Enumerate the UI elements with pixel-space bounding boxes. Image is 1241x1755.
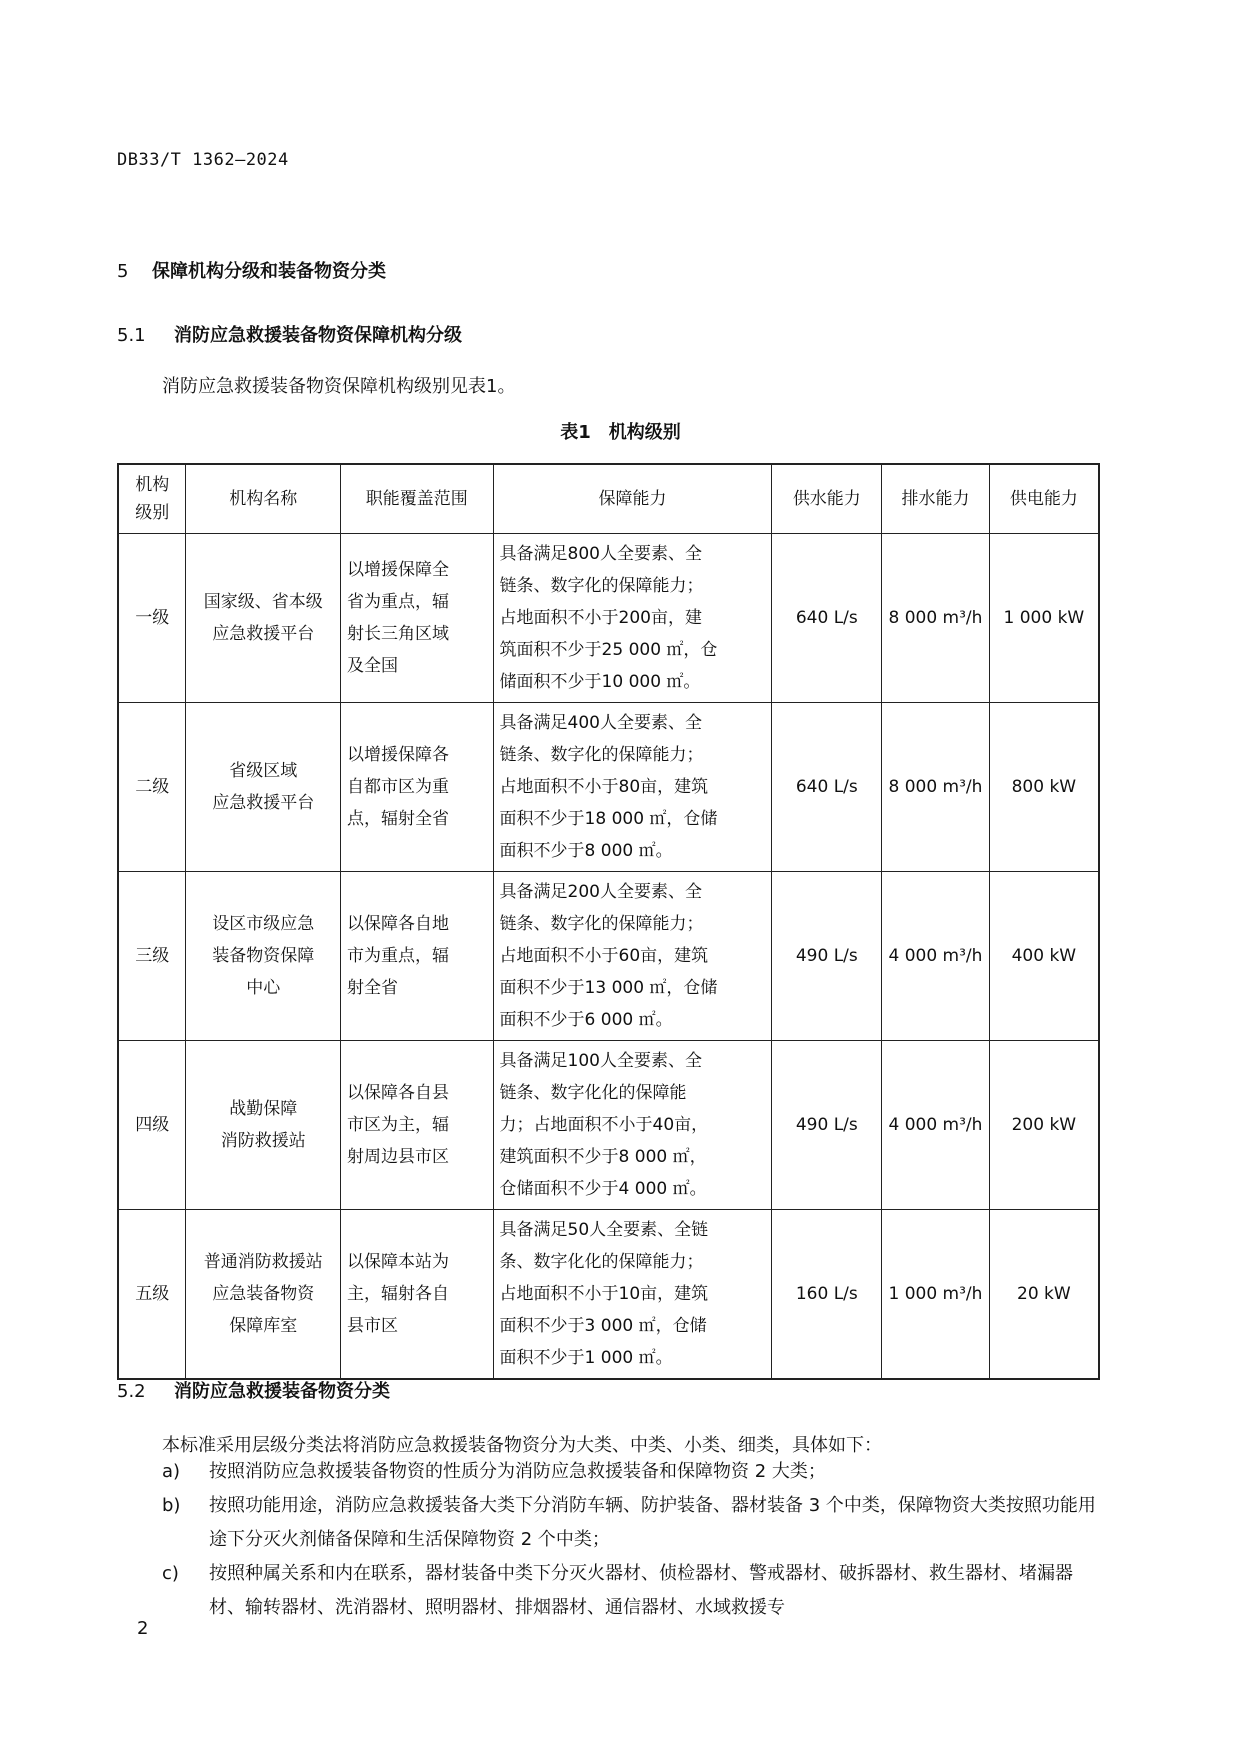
list-item: [117, 1489, 1107, 1557]
cell-power: 20 kW: [989, 1210, 1099, 1380]
cell-scope: 以保障本站为 主，辐射各自 县市区: [341, 1210, 494, 1380]
cell-scope: 以保障各自县 市区为主，辐 射周边县市区: [341, 1041, 494, 1210]
cell-scope: 以增援保障各 自都市区为重 点，辐射全省: [341, 703, 494, 872]
list-item-text: 按照功能用途，消防应急救援装备大类下分消防车辆、防护装备、器材装备 3 个中类，保障物资大类按照功能用途下分灭火剂储备保障和生活保障物资 2 个中类；: [209, 1495, 1096, 1550]
cell-capacity: 具备满足200人全要素、全 链条、数字化的保障能力； 占地面积不小于60亩，建筑 面积不少于13 000 ㎡，仓储 面积不少于6 000 ㎡。: [493, 872, 772, 1041]
list-item-text: 按照种属关系和内在联系，器材装备中类下分灭火器材、侦检器材、警戒器材、破拆器材、救生器材、堵漏器材、输转器材、洗消器材、照明器材、排烟器材、通信器材、水域救援专: [209, 1563, 1073, 1618]
section-5-2-intro: 本标准采用层级分类法将消防应急救援装备物资分为大类、中类、小类、细类，具体如下：: [162, 1435, 882, 1456]
cell-name: 设区市级应急 装备物资保障 中心: [186, 872, 341, 1041]
table-header-row: [118, 464, 1099, 534]
section-5-1-intro: 消防应急救援装备物资保障机构级别见表1。: [162, 376, 516, 397]
cell-water-supply: 640 L/s: [772, 534, 882, 703]
cell-scope: 以保障各自地 市为重点，辐 射全省: [341, 872, 494, 1041]
section-5-2-heading: [117, 1377, 390, 1403]
cell-name: 战勤保障 消防救援站: [186, 1041, 341, 1210]
classification-list: [117, 1455, 1107, 1625]
cell-grade: 一级: [118, 534, 186, 703]
cell-water-supply: 640 L/s: [772, 703, 882, 872]
cell-drainage: 1 000 m³/h: [882, 1210, 990, 1380]
section-number: 5.1: [117, 325, 146, 346]
header-power: 供电能力: [989, 464, 1099, 534]
section-5-1-heading: [117, 321, 462, 347]
table-row: [118, 872, 1099, 1041]
list-item: [117, 1557, 1107, 1625]
table-row: [118, 534, 1099, 703]
section-number: 5: [117, 261, 129, 282]
list-item-text: 按照消防应急救援装备物资的性质分为消防应急救援装备和保障物资 2 大类；: [209, 1461, 826, 1482]
cell-drainage: 4 000 m³/h: [882, 872, 990, 1041]
table-row: [118, 1041, 1099, 1210]
cell-water-supply: 160 L/s: [772, 1210, 882, 1380]
cell-capacity: 具备满足100人全要素、全 链条、数字化化的保障能 力；占地面积不小于40亩， 建筑面积不少于8 000 ㎡， 仓储面积不少于4 000 ㎡。: [493, 1041, 772, 1210]
section-title: 消防应急救援装备物资分类: [174, 1381, 390, 1402]
cell-grade: 三级: [118, 872, 186, 1041]
page-number: 2: [137, 1618, 149, 1639]
header-name: 机构名称: [186, 464, 341, 534]
section-title: 消防应急救援装备物资保障机构分级: [174, 325, 462, 346]
cell-power: 400 kW: [989, 872, 1099, 1041]
document-code: DB33/T 1362—2024: [117, 150, 289, 170]
cell-power: 1 000 kW: [989, 534, 1099, 703]
cell-drainage: 8 000 m³/h: [882, 703, 990, 872]
cell-drainage: 4 000 m³/h: [882, 1041, 990, 1210]
cell-water-supply: 490 L/s: [772, 872, 882, 1041]
table-row: [118, 703, 1099, 872]
cell-water-supply: 490 L/s: [772, 1041, 882, 1210]
cell-grade: 四级: [118, 1041, 186, 1210]
cell-grade: 二级: [118, 703, 186, 872]
cell-scope: 以增援保障全 省为重点，辐 射长三角区域 及全国: [341, 534, 494, 703]
section-5-heading: [117, 257, 386, 283]
list-marker: b): [162, 1495, 181, 1516]
header-capacity: 保障能力: [493, 464, 772, 534]
list-item: [117, 1455, 1107, 1489]
section-title: 保障机构分级和装备物资分类: [152, 261, 386, 282]
list-marker: a): [162, 1461, 181, 1482]
list-marker: c): [162, 1563, 179, 1584]
header-scope: 职能覆盖范围: [341, 464, 494, 534]
header-water-supply: 供水能力: [772, 464, 882, 534]
cell-capacity: 具备满足50人全要素、全链 条、数字化化的保障能力； 占地面积不小于10亩，建筑 面积不少于3 000 ㎡，仓储 面积不少于1 000 ㎡。: [493, 1210, 772, 1380]
cell-name: 省级区域 应急救援平台: [186, 703, 341, 872]
cell-power: 800 kW: [989, 703, 1099, 872]
header-drainage: 排水能力: [882, 464, 990, 534]
header-grade: 机构 级别: [118, 464, 186, 534]
cell-capacity: 具备满足800人全要素、全 链条、数字化的保障能力； 占地面积不小于200亩，建 筑面积不少于25 000 ㎡，仓 储面积不少于10 000 ㎡。: [493, 534, 772, 703]
grade-table: [117, 463, 1100, 1380]
cell-grade: 五级: [118, 1210, 186, 1380]
cell-name: 国家级、省本级 应急救援平台: [186, 534, 341, 703]
section-number: 5.2: [117, 1381, 146, 1402]
cell-drainage: 8 000 m³/h: [882, 534, 990, 703]
table-title: 表1 机构级别: [560, 422, 681, 443]
cell-capacity: 具备满足400人全要素、全 链条、数字化的保障能力； 占地面积不小于80亩，建筑 面积不少于18 000 ㎡，仓储 面积不少于8 000 ㎡。: [493, 703, 772, 872]
cell-name: 普通消防救援站 应急装备物资 保障库室: [186, 1210, 341, 1380]
cell-power: 200 kW: [989, 1041, 1099, 1210]
table-row: [118, 1210, 1099, 1380]
